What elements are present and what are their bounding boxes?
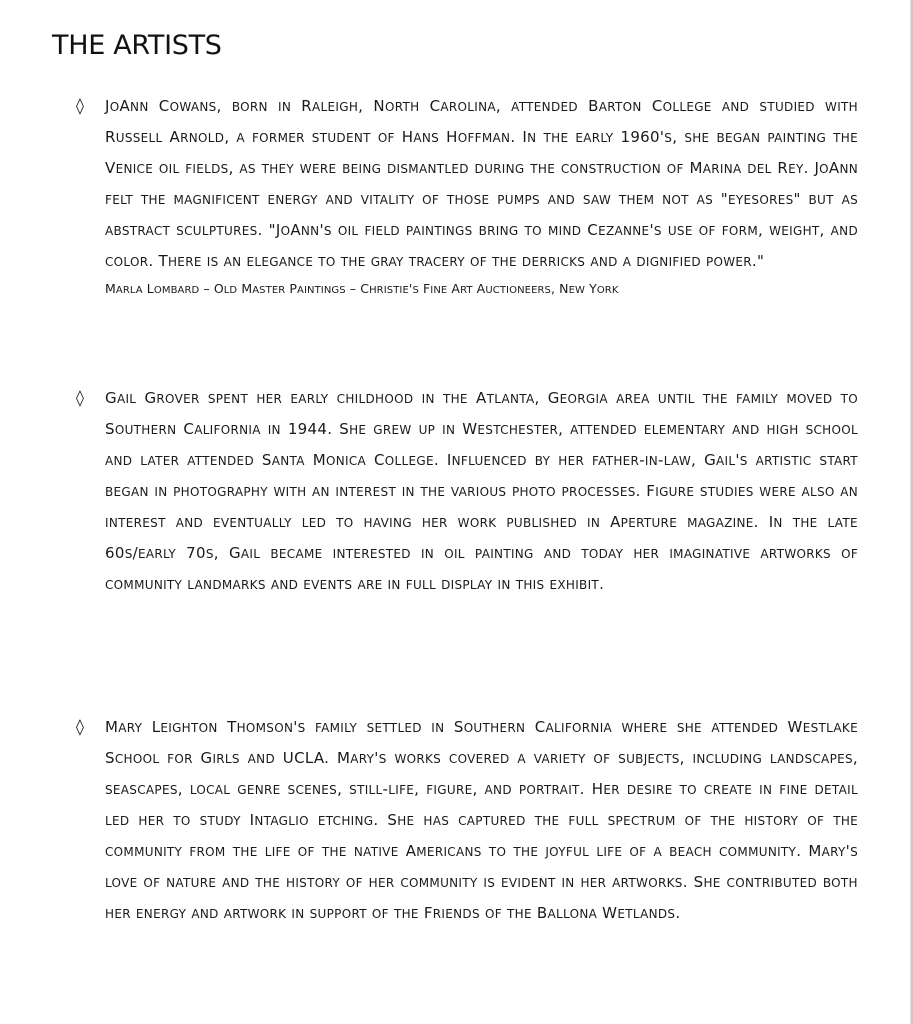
artist-bio: GAIL GROVER SPENT HER EARLY CHILDHOOD IN THE ATLANTA, GEORGIA AREA UNTIL THE FAMILY MOVED TO SOUTHERN CALIFORNIA IN 1944. SHE GREW UP IN WESTCHESTER, ATTENDED ELEMENTARY AND HIGH SCHOOL AND LATER ATTENDED SANTA MONICA COLLEGE. INFLUENCED BY HER FATHER-IN-LAW, GAIL'S ARTISTIC START BEGAN IN PHOTOGRAPHY WITH AN INTEREST IN THE VARIOUS PHOTO PROCESSES. FIGURE STUDIES WERE ALSO AN INTEREST AND EVENTUALLY LED TO HAVING HER WORK PUBLISHED IN APERTURE MAGAZINE. IN THE LATE 60S/EARLY 70S, GAIL BECAME INTERESTED IN OIL PAINTING AND TODAY HER IMAGINATIVE ARTWORKS OF COMMUNITY LANDMARKS AND EVENTS ARE IN FULL DISPLAY IN THIS EXHIBIT. [105,389,859,593]
artist-bio-block [105,712,858,929]
artist-bio: MARY LEIGHTON THOMSON'S FAMILY SETTLED IN SOUTHERN CALIFORNIA WHERE SHE ATTENDED WESTLAKE SCHOOL FOR GIRLS AND UCLA. MARY'S WORKS COVERED A VARIETY OF SUBJECTS, INCLUDING LANDSCAPES, SEASCAPES, LOCAL GENRE SCENES, STILL-LIFE, FIGURE, AND PORTRAIT. HER DESIRE TO CREATE IN FINE DETAIL LED HER TO STUDY INTAGLIO ETCHING. SHE HAS CAPTURED THE FULL SPECTRUM OF THE HISTORY OF THE COMMUNITY FROM THE LIFE OF THE NATIVE AMERICANS TO THE JOYFUL LIFE OF A BEACH COMMUNITY. MARY'S LOVE OF NATURE AND THE HISTORY OF HER COMMUNITY IS EVIDENT IN HER ARTWORKS. SHE CONTRIBUTED BOTH HER ENERGY AND ARTWORK IN SUPPORT OF THE FRIENDS OF THE BALLONA WETLANDS. [105,718,859,922]
artist-bio-block [105,383,858,600]
diamond-bullet-icon: ◊ [76,388,84,407]
diamond-bullet-icon: ◊ [76,717,84,736]
page-title: THE ARTISTS [52,30,222,61]
diamond-bullet-icon: ◊ [76,96,84,115]
quote-credit: MARLA LOMBARD – OLD MASTER PAINTINGS – CHRISTIE'S FINE ART AUCTIONEERS, NEW YORK [105,281,619,296]
artist-bio-block [105,91,858,301]
artist-bio: JOANN COWANS, BORN IN RALEIGH, NORTH CAROLINA, ATTENDED BARTON COLLEGE AND STUDIED WITH RUSSELL ARNOLD, A FORMER STUDENT OF HANS HOFFMAN. IN THE EARLY 1960'S, SHE BEGAN PAINTING THE VENICE OIL FIELDS, AS THEY WERE BEING DISMANTLED DURING THE CONSTRUCTION OF MARINA DEL REY. JOANN FELT THE MAGNIFICENT ENERGY AND VITALITY OF THOSE PUMPS AND SAW THEM NOT AS "EYESORES" BUT AS ABSTRACT SCULPTURES. "JOANN'S OIL FIELD PAINTINGS BRING TO MIND CEZANNE'S USE OF FORM, WEIGHT, AND COLOR. THERE IS AN ELEGANCE TO THE GRAY TRACERY OF THE DERRICKS AND A DIGNIFIED POWER." [105,97,859,270]
